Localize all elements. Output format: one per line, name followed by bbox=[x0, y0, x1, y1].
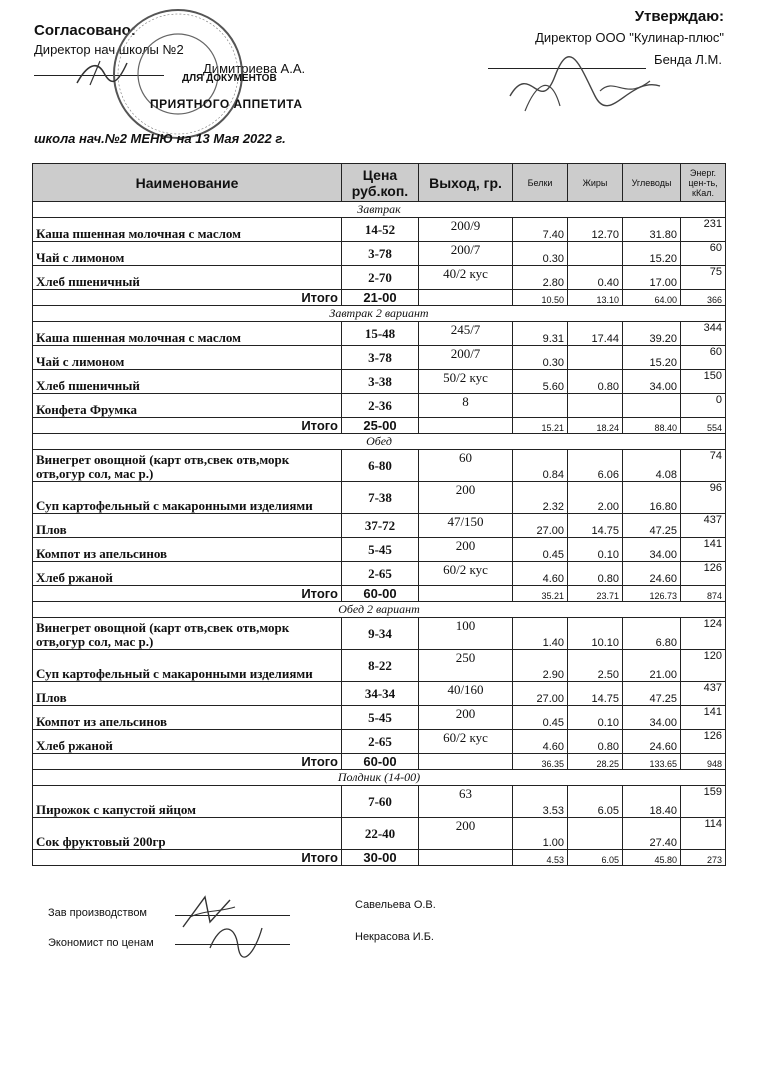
production-label: Зав производством bbox=[48, 907, 147, 919]
item-energy: 60 bbox=[681, 242, 726, 266]
table-row bbox=[33, 618, 726, 650]
item-energy: 141 bbox=[681, 706, 726, 730]
total-energy: 366 bbox=[681, 290, 726, 306]
item-fat: 14.75 bbox=[568, 682, 623, 706]
item-price: 15-48 bbox=[342, 322, 419, 346]
item-energy: 126 bbox=[681, 730, 726, 754]
item-energy: 96 bbox=[681, 482, 726, 514]
item-energy: 124 bbox=[681, 618, 726, 650]
item-name: Сок фруктовый 200гр bbox=[33, 818, 342, 850]
section-title: Обед bbox=[33, 434, 726, 450]
item-fat: 0.80 bbox=[568, 730, 623, 754]
item-price: 9-34 bbox=[342, 618, 419, 650]
item-fat: 0.10 bbox=[568, 538, 623, 562]
item-price: 2-65 bbox=[342, 562, 419, 586]
total-output-empty bbox=[419, 754, 513, 770]
left-signature-icon bbox=[72, 55, 132, 90]
section-row bbox=[33, 306, 726, 322]
table-row bbox=[33, 562, 726, 586]
item-energy: 231 bbox=[681, 218, 726, 242]
item-price: 7-38 bbox=[342, 482, 419, 514]
item-name: Чай с лимоном bbox=[33, 346, 342, 370]
item-energy: 437 bbox=[681, 682, 726, 706]
item-price: 2-70 bbox=[342, 266, 419, 290]
total-fat: 13.10 bbox=[568, 290, 623, 306]
table-row bbox=[33, 706, 726, 730]
item-price: 3-78 bbox=[342, 242, 419, 266]
item-price: 2-65 bbox=[342, 730, 419, 754]
item-name: Компот из апельсинов bbox=[33, 538, 342, 562]
item-energy: 141 bbox=[681, 538, 726, 562]
total-carbs: 64.00 bbox=[623, 290, 681, 306]
header-price: Цена руб.коп. bbox=[342, 164, 419, 202]
item-energy: 437 bbox=[681, 514, 726, 538]
item-name: Компот из апельсинов bbox=[33, 706, 342, 730]
item-energy: 74 bbox=[681, 450, 726, 482]
item-name: Суп картофельный с макаронными изделиями bbox=[33, 650, 342, 682]
total-price: 60-00 bbox=[342, 586, 419, 602]
table-row bbox=[33, 394, 726, 418]
item-output: 200 bbox=[419, 538, 513, 562]
item-output: 63 bbox=[419, 786, 513, 818]
item-fat bbox=[568, 346, 623, 370]
item-price: 5-45 bbox=[342, 706, 419, 730]
table-row bbox=[33, 322, 726, 346]
item-output: 60/2 кус bbox=[419, 562, 513, 586]
item-fat: 6.06 bbox=[568, 450, 623, 482]
item-energy: 150 bbox=[681, 370, 726, 394]
table-row bbox=[33, 786, 726, 818]
item-carbs: 47.25 bbox=[623, 682, 681, 706]
item-energy: 344 bbox=[681, 322, 726, 346]
item-output: 200 bbox=[419, 482, 513, 514]
total-price: 25-00 bbox=[342, 418, 419, 434]
menu-table bbox=[32, 163, 726, 866]
item-fat: 2.50 bbox=[568, 650, 623, 682]
total-row bbox=[33, 586, 726, 602]
item-energy: 159 bbox=[681, 786, 726, 818]
table-row bbox=[33, 650, 726, 682]
total-label: Итого bbox=[33, 290, 342, 306]
item-price: 5-45 bbox=[342, 538, 419, 562]
item-protein: 4.60 bbox=[513, 562, 568, 586]
table-row bbox=[33, 266, 726, 290]
item-protein bbox=[513, 394, 568, 418]
item-protein: 0.84 bbox=[513, 450, 568, 482]
total-output-empty bbox=[419, 586, 513, 602]
item-protein: 4.60 bbox=[513, 730, 568, 754]
item-energy: 114 bbox=[681, 818, 726, 850]
table-row bbox=[33, 450, 726, 482]
item-output: 60 bbox=[419, 450, 513, 482]
total-row bbox=[33, 754, 726, 770]
header-protein: Белки bbox=[513, 164, 568, 202]
table-row bbox=[33, 538, 726, 562]
item-energy: 126 bbox=[681, 562, 726, 586]
item-protein: 2.90 bbox=[513, 650, 568, 682]
item-name: Винегрет овощной (карт отв,свек отв,морк отв,огур сол, мас р.) bbox=[33, 450, 342, 482]
item-price: 37-72 bbox=[342, 514, 419, 538]
table-row bbox=[33, 346, 726, 370]
item-fat: 0.80 bbox=[568, 370, 623, 394]
total-price: 30-00 bbox=[342, 850, 419, 866]
total-carbs: 133.65 bbox=[623, 754, 681, 770]
total-fat: 6.05 bbox=[568, 850, 623, 866]
total-carbs: 126.73 bbox=[623, 586, 681, 602]
item-fat bbox=[568, 242, 623, 266]
header-name: Наименование bbox=[33, 164, 342, 202]
total-row bbox=[33, 290, 726, 306]
item-carbs: 34.00 bbox=[623, 370, 681, 394]
item-fat: 0.80 bbox=[568, 562, 623, 586]
item-output: 40/2 кус bbox=[419, 266, 513, 290]
item-output: 60/2 кус bbox=[419, 730, 513, 754]
total-fat: 28.25 bbox=[568, 754, 623, 770]
item-protein: 1.40 bbox=[513, 618, 568, 650]
item-price: 7-60 bbox=[342, 786, 419, 818]
item-protein: 9.31 bbox=[513, 322, 568, 346]
section-row bbox=[33, 602, 726, 618]
item-protein: 0.45 bbox=[513, 538, 568, 562]
item-carbs: 34.00 bbox=[623, 538, 681, 562]
total-label: Итого bbox=[33, 418, 342, 434]
economist-signature-icon bbox=[200, 918, 270, 958]
item-carbs: 24.60 bbox=[623, 562, 681, 586]
item-fat: 2.00 bbox=[568, 482, 623, 514]
item-protein: 0.45 bbox=[513, 706, 568, 730]
right-director-title: Директор ООО "Кулинар-плюс" bbox=[535, 30, 724, 45]
total-row bbox=[33, 418, 726, 434]
total-price: 60-00 bbox=[342, 754, 419, 770]
section-row bbox=[33, 770, 726, 786]
left-director-name: Димитриева А.А. bbox=[203, 61, 306, 76]
item-carbs bbox=[623, 394, 681, 418]
item-name: Чай с лимоном bbox=[33, 242, 342, 266]
table-row bbox=[33, 218, 726, 242]
item-output: 200/7 bbox=[419, 242, 513, 266]
item-carbs: 4.08 bbox=[623, 450, 681, 482]
item-name: Каша пшенная молочная с маслом bbox=[33, 218, 342, 242]
total-carbs: 45.80 bbox=[623, 850, 681, 866]
header-energy: Энерг. цен-ть, кКал. bbox=[681, 164, 726, 202]
item-price: 6-80 bbox=[342, 450, 419, 482]
total-row bbox=[33, 850, 726, 866]
item-price: 2-36 bbox=[342, 394, 419, 418]
header-carbs: Углеводы bbox=[623, 164, 681, 202]
total-energy: 554 bbox=[681, 418, 726, 434]
item-fat bbox=[568, 818, 623, 850]
item-carbs: 39.20 bbox=[623, 322, 681, 346]
item-output: 47/150 bbox=[419, 514, 513, 538]
item-carbs: 15.20 bbox=[623, 242, 681, 266]
item-price: 14-52 bbox=[342, 218, 419, 242]
item-output: 245/7 bbox=[419, 322, 513, 346]
item-carbs: 16.80 bbox=[623, 482, 681, 514]
item-energy: 120 bbox=[681, 650, 726, 682]
economist-label: Экономист по ценам bbox=[48, 937, 154, 949]
total-protein: 4.53 bbox=[513, 850, 568, 866]
table-row bbox=[33, 818, 726, 850]
item-fat: 6.05 bbox=[568, 786, 623, 818]
item-protein: 0.30 bbox=[513, 242, 568, 266]
item-protein: 1.00 bbox=[513, 818, 568, 850]
total-protein: 15.21 bbox=[513, 418, 568, 434]
item-name: Каша пшенная молочная с маслом bbox=[33, 322, 342, 346]
item-output: 40/160 bbox=[419, 682, 513, 706]
right-director-name: Бенда Л.М. bbox=[654, 52, 722, 67]
item-price: 34-34 bbox=[342, 682, 419, 706]
item-name: Плов bbox=[33, 682, 342, 706]
item-carbs: 21.00 bbox=[623, 650, 681, 682]
total-label: Итого bbox=[33, 586, 342, 602]
item-fat: 12.70 bbox=[568, 218, 623, 242]
item-name: Хлеб пшеничный bbox=[33, 266, 342, 290]
item-name: Конфета Фрумка bbox=[33, 394, 342, 418]
item-energy: 75 bbox=[681, 266, 726, 290]
item-protein: 2.32 bbox=[513, 482, 568, 514]
total-protein: 10.50 bbox=[513, 290, 568, 306]
item-carbs: 34.00 bbox=[623, 706, 681, 730]
item-name: Хлеб ржаной bbox=[33, 562, 342, 586]
total-output-empty bbox=[419, 290, 513, 306]
header-out: Выход, гр. bbox=[419, 164, 513, 202]
item-name: Суп картофельный с макаронными изделиями bbox=[33, 482, 342, 514]
table-row bbox=[33, 514, 726, 538]
item-carbs: 31.80 bbox=[623, 218, 681, 242]
total-fat: 18.24 bbox=[568, 418, 623, 434]
item-output: 50/2 кус bbox=[419, 370, 513, 394]
item-output: 200/7 bbox=[419, 346, 513, 370]
item-protein: 27.00 bbox=[513, 514, 568, 538]
right-signature-icon bbox=[500, 56, 670, 126]
item-name: Плов bbox=[33, 514, 342, 538]
total-price: 21-00 bbox=[342, 290, 419, 306]
item-name: Хлеб пшеничный bbox=[33, 370, 342, 394]
item-fat: 10.10 bbox=[568, 618, 623, 650]
item-carbs: 24.60 bbox=[623, 730, 681, 754]
header-fat: Жиры bbox=[568, 164, 623, 202]
total-fat: 23.71 bbox=[568, 586, 623, 602]
item-protein: 0.30 bbox=[513, 346, 568, 370]
section-title: Завтрак bbox=[33, 202, 726, 218]
table-row bbox=[33, 682, 726, 706]
item-carbs: 17.00 bbox=[623, 266, 681, 290]
item-fat: 17.44 bbox=[568, 322, 623, 346]
item-output: 200/9 bbox=[419, 218, 513, 242]
total-carbs: 88.40 bbox=[623, 418, 681, 434]
item-protein: 7.40 bbox=[513, 218, 568, 242]
economist-name: Некрасова И.Б. bbox=[355, 931, 434, 943]
item-energy: 60 bbox=[681, 346, 726, 370]
section-title: Полдник (14-00) bbox=[33, 770, 726, 786]
item-protein: 5.60 bbox=[513, 370, 568, 394]
item-output: 200 bbox=[419, 818, 513, 850]
item-name: Хлеб ржаной bbox=[33, 730, 342, 754]
item-fat bbox=[568, 394, 623, 418]
item-protein: 27.00 bbox=[513, 682, 568, 706]
item-fat: 14.75 bbox=[568, 514, 623, 538]
approve-heading: Утверждаю: bbox=[634, 8, 724, 25]
item-price: 3-78 bbox=[342, 346, 419, 370]
section-row bbox=[33, 202, 726, 218]
total-output-empty bbox=[419, 850, 513, 866]
item-protein: 3.53 bbox=[513, 786, 568, 818]
item-output: 200 bbox=[419, 706, 513, 730]
item-carbs: 6.80 bbox=[623, 618, 681, 650]
table-row bbox=[33, 242, 726, 266]
table-row bbox=[33, 482, 726, 514]
item-fat: 0.10 bbox=[568, 706, 623, 730]
item-price: 3-38 bbox=[342, 370, 419, 394]
item-output: 100 bbox=[419, 618, 513, 650]
total-output-empty bbox=[419, 418, 513, 434]
item-carbs: 15.20 bbox=[623, 346, 681, 370]
total-energy: 273 bbox=[681, 850, 726, 866]
section-title: Обед 2 вариант bbox=[33, 602, 726, 618]
item-carbs: 27.40 bbox=[623, 818, 681, 850]
item-price: 8-22 bbox=[342, 650, 419, 682]
total-energy: 874 bbox=[681, 586, 726, 602]
section-title: Завтрак 2 вариант bbox=[33, 306, 726, 322]
production-name: Савельева О.В. bbox=[355, 899, 436, 911]
item-carbs: 47.25 bbox=[623, 514, 681, 538]
item-name: Пирожок с капустой яйцом bbox=[33, 786, 342, 818]
total-protein: 36.35 bbox=[513, 754, 568, 770]
table-row bbox=[33, 730, 726, 754]
item-carbs: 18.40 bbox=[623, 786, 681, 818]
item-price: 22-40 bbox=[342, 818, 419, 850]
table-row bbox=[33, 370, 726, 394]
item-fat: 0.40 bbox=[568, 266, 623, 290]
item-name: Винегрет овощной (карт отв,свек отв,морк отв,огур сол, мас р.) bbox=[33, 618, 342, 650]
agreed-heading: Согласовано: bbox=[34, 22, 136, 39]
menu-title: школа нач.№2 МЕНЮ на 13 Мая 2022 г. bbox=[34, 131, 286, 146]
stamp-text: ДЛЯ ДОКУМЕНТОВ bbox=[182, 73, 277, 84]
item-energy: 0 bbox=[681, 394, 726, 418]
item-protein: 2.80 bbox=[513, 266, 568, 290]
section-row bbox=[33, 434, 726, 450]
total-label: Итого bbox=[33, 850, 342, 866]
total-energy: 948 bbox=[681, 754, 726, 770]
left-director-title: Директор нач.школы №2 bbox=[34, 42, 184, 57]
total-label: Итого bbox=[33, 754, 342, 770]
item-output: 250 bbox=[419, 650, 513, 682]
menu-body bbox=[33, 202, 726, 866]
total-protein: 35.21 bbox=[513, 586, 568, 602]
stamp-title: ПРИЯТНОГО АППЕТИТА bbox=[150, 97, 303, 111]
item-output: 8 bbox=[419, 394, 513, 418]
